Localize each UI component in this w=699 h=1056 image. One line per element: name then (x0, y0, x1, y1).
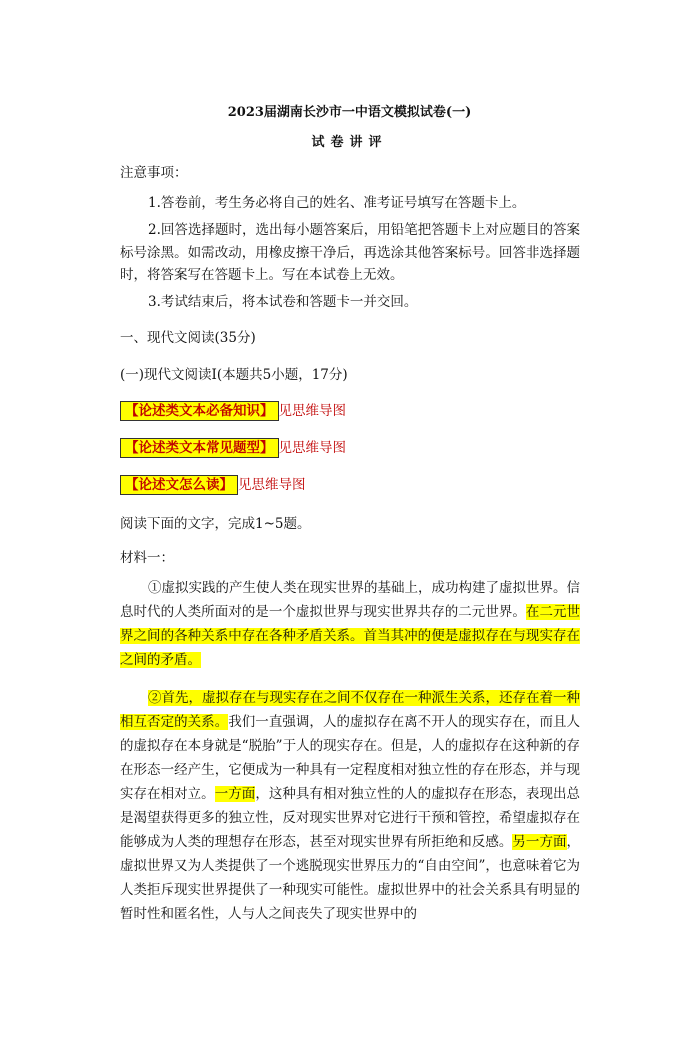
note-item-2: 2.回答选择题时，选出每小题答案后，用铅笔把答题卡上对应题目的答案标号涂黑。如需改动，用橡皮擦干净后，再选涂其他答案标号。回答非选择题时，将答案写在答题卡上。写在本试卷上无效。 (120, 222, 580, 283)
reading-instruction: 阅读下面的文字，完成1~5题。 (120, 516, 311, 532)
paragraph-2-text-1: 我们一直强调，人的虚拟存在离不开人的现实存在，而且人的虚拟存在本身就是“脱胎”于人的现实存在。但是，人的虚拟存在这种新的存在形态一经产生，它便成为一种具有一定程度相对独立性的存在形态，并与现实存在相对立。 (120, 714, 581, 802)
tag-box-3: 【论述文怎么读】 (120, 475, 238, 495)
page-subtitle: 试卷讲评 (311, 135, 388, 150)
paragraph-1-text: ①虚拟实践的产生使人类在现实世界的基础上，成功构建了虚拟世界。信息时代的人类所面对的是一个虚拟世界与现实世界共存的二元世界。 (120, 580, 580, 620)
paragraph-2-text-3: ，虚拟世界又为人类提供了一个逃脱现实世界压力的“自由空间”，也意味着它为人类拒斥现实世界提供了一种现实可能性。虚拟世界中的社会关系具有明显的暂时性和匿名性，人与人之间丧失了现实世界中的 (120, 834, 581, 922)
tag-line-1 (120, 399, 346, 421)
tag-box-1: 【论述类文本必备知识】 (120, 401, 279, 421)
paragraph-1-highlight: 在二元世界之间的各种关系中存在各种矛盾关系。首当其冲的便是虚拟存在与现实存在之间的矛盾。 (120, 604, 581, 668)
page-title: 2023届湖南长沙市一中语文模拟试卷(一) (227, 105, 472, 120)
paragraph-2-highlight-2: 一方面 (214, 786, 256, 802)
paragraph-2-highlight-3: 另一方面 (512, 834, 567, 850)
note-item-3: 3.考试结束后，将本试卷和答题卡一并交回。 (148, 294, 418, 310)
tag-link-2[interactable]: 见思维导图 (278, 440, 346, 456)
tag-line-2 (120, 436, 346, 458)
note-item-1: 1.答卷前，考生务必将自己的姓名、准考证号填写在答题卡上。 (148, 195, 526, 211)
paragraph-2 (120, 686, 580, 926)
tag-link-3[interactable]: 见思维导图 (238, 477, 306, 493)
section-heading: 一、现代文阅读(35分) (120, 330, 256, 346)
tag-link-1[interactable]: 见思维导图 (278, 403, 346, 419)
tag-line-3 (120, 473, 306, 495)
subsection-heading: (一)现代文阅读I(本题共5小题，17分) (120, 367, 348, 383)
paragraph-1 (120, 576, 580, 672)
paragraph-2-highlight-1: ②首先，虚拟存在与现实存在之间不仅存在一种派生关系，还存在着一种相互否定的关系。 (120, 690, 580, 730)
notes-label: 注意事项： (120, 165, 188, 181)
material-label: 材料一： (120, 550, 174, 566)
paragraph-2-text-2: ，这种具有相对独立性的人的虚拟存在形态，表现出总是渴望获得更多的独立性，反对现实世界对它进行干预和管控，希望虚拟存在能够成为人类的理想存在形态，甚至对现实世界有所拒绝和反感。 (120, 786, 581, 850)
tag-box-2: 【论述类文本常见题型】 (120, 438, 279, 458)
